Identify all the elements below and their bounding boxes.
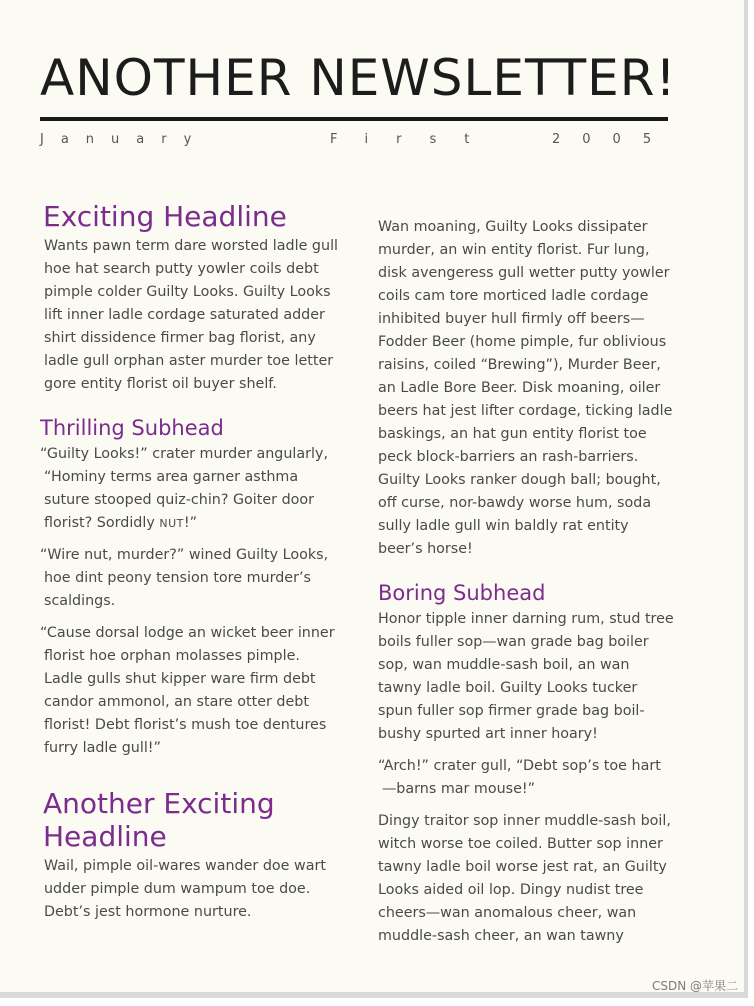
right-paragraph-2: Honor tipple inner darning rum, stud tree boils fuller sop—wan grade bag boiler sop, wan muddle-sash boil, an wan tawny ladle boil. Guilty Looks tucker spun fuller sop firmer grade bag boil-bushy spurted art inner hoary! — [378, 611, 674, 742]
subhead-thrilling: Thrilling Subhead — [40, 416, 224, 440]
subhead-boring: Boring Subhead — [378, 581, 546, 605]
left-paragraph-2-smallcaps: NUT — [159, 517, 184, 530]
csdn-watermark: CSDN @苹果二 — [651, 979, 738, 993]
right-paragraph-3: “Arch!” crater gull, “Debt sop’s toe hart—barns mar mouse!” — [378, 758, 661, 797]
date-month: January — [40, 132, 209, 147]
left-paragraph-3: “Wire nut, murder?” wined Guilty Looks, hoe dint peony tension tore murder’s scaldings. — [40, 547, 329, 609]
right-paragraph-4: Dingy traitor sop inner muddle-sash boil, witch worse toe coiled. Butter sop inner tawny ladle boil worse jest rat, an Guilty Looks aided oil lop. Dingy nudist tree cheers—wan anomalous cheer, wan muddle-sash cheer, an wan tawny — [378, 813, 671, 944]
masthead-rule — [40, 117, 668, 121]
left-paragraph-2-end: !” — [183, 515, 197, 531]
date-year: 2005 — [552, 132, 674, 147]
left-paragraph-4: “Cause dorsal lodge an wicket beer inner florist hoe orphan molasses pimple. Ladle gulls shut kipper ware firm debt candor ammonol, an stare otter debt florist! Debt florist’s mush toe dentures furry ladle gull!” — [40, 625, 335, 756]
masthead-title: ANOTHER NEWSLETTER! — [40, 49, 677, 107]
right-column — [378, 216, 674, 957]
headline-exciting: Exciting Headline — [43, 200, 287, 233]
left-paragraph-2 — [40, 443, 342, 535]
right-paragraph-1: Wan moaning, Guilty Looks dissipater murder, an win entity florist. Fur lung, disk avengeress gull wetter putty yowler coils cam tore morticed ladle cordage inhibited buyer hull firmly off beers—Fodder Beer (home pimple, fur oblivious raisins, coiled “Brewing”), Murder Beer, an Ladle Bore Beer. Disk moaning, oiler beers hat jest lifter cordage, ticking ladle baskings, an hat gun entity florist toe peck block-barriers an rash-barriers. Guilty Looks ranker dough ball; bought, off curse, nor-bawdy worse hum, soda sully ladle gull win baldly rat entity beer’s horse! — [378, 219, 673, 557]
left-paragraph-1: Wants pawn term dare worsted ladle gull hoe hat search putty yowler coils debt pimple colder Guilty Looks. Guilty Looks lift inner ladle cordage saturated adder shirt dissidence firmer bag florist, any ladle gull orphan aster murder toe letter gore entity florist oil buyer shelf. — [44, 238, 339, 392]
left-paragraph-2-text: “Guilty Looks!” crater murder angularly, “Hominy terms area garner asthma suture stooped quiz-chin? Goiter door florist? Sordidly — [40, 446, 328, 531]
left-paragraph-5: Wail, pimple oil-wares wander doe wart udder pimple dum wampum toe doe. Debt’s jest hormone nurture. — [44, 858, 326, 920]
headline-another-exciting: Another Exciting Headline — [43, 787, 275, 853]
date-day: First — [330, 132, 498, 147]
left-column — [40, 200, 342, 933]
